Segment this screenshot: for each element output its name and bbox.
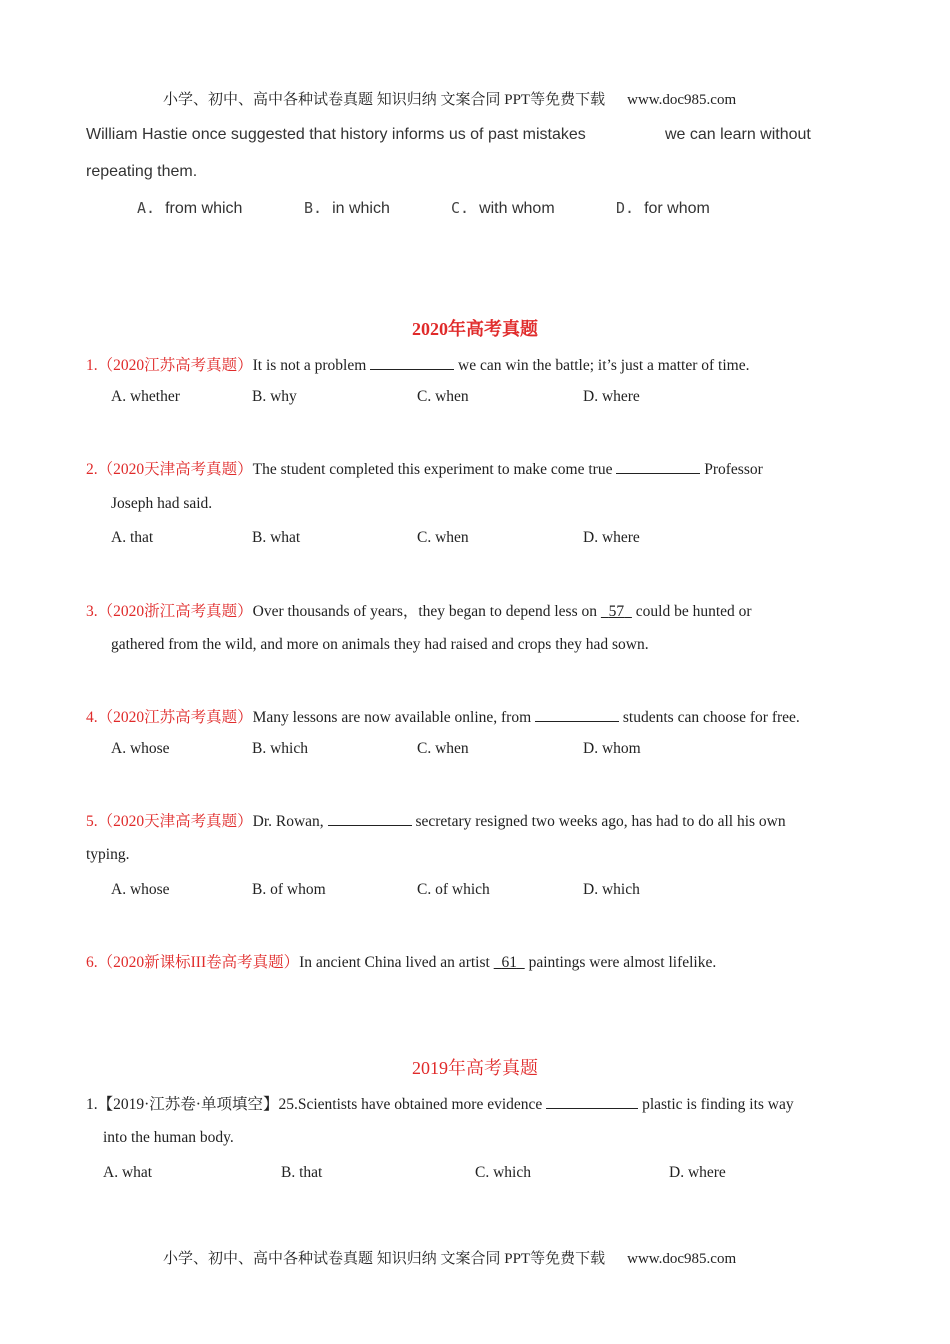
q7-option-d: D. where: [669, 1164, 726, 1181]
question-source: 【2019·江苏卷·单项填空】: [97, 1096, 279, 1113]
answer-blank: [616, 458, 700, 474]
question-text-pre: It is not a problem: [252, 357, 367, 374]
q4-option-b: B. which: [252, 740, 308, 757]
question-4: [86, 705, 800, 727]
question-source: （2020天津高考真题）: [97, 813, 253, 830]
intro-line-1b: we can learn without: [665, 126, 811, 143]
q4-option-c: C. when: [417, 740, 469, 757]
blank-number: [601, 603, 632, 620]
question-3: [86, 599, 752, 621]
q2-option-c: C. when: [417, 529, 469, 546]
question-number: 1.: [86, 1096, 98, 1113]
q1-option-a: A. whether: [111, 388, 180, 405]
question-5: [86, 809, 786, 831]
question-text-pre: The student completed this experiment to make come true: [252, 461, 613, 478]
q2-option-d: D. where: [583, 529, 640, 546]
question-number: 5.: [86, 813, 98, 830]
question-text-pre: 25.Scientists have obtained more evidence: [278, 1096, 543, 1113]
option-text: with whom: [479, 200, 555, 217]
footer-url: www.doc985.com: [627, 1251, 737, 1267]
q7-option-a: A. what: [103, 1164, 153, 1181]
q5-option-c: C. of which: [417, 881, 490, 898]
option-text: in which: [332, 200, 390, 217]
question-1: [86, 353, 749, 375]
q1-option-c: C. when: [417, 388, 469, 405]
blank-label: 61: [501, 954, 517, 971]
answer-blank: [535, 706, 619, 722]
q2-option-b: B. what: [252, 529, 301, 546]
q2-option-a: A. that: [111, 529, 154, 546]
question-text-post: paintings were almost lifelike.: [528, 954, 717, 971]
q7-option-b: B. that: [281, 1164, 323, 1181]
question-text-post: secretary resigned two weeks ago, has had to do all his own: [415, 813, 786, 830]
question-source: （2020浙江高考真题）: [97, 603, 253, 620]
q5-option-b: B. of whom: [252, 881, 326, 898]
question-source: （2020江苏高考真题）: [97, 709, 253, 726]
question-text-pre: Over thousands of years，they began to depend less on: [252, 603, 598, 620]
intro-line-2: repeating them.: [86, 163, 198, 180]
answer-blank: [546, 1093, 638, 1109]
option-letter: C.: [451, 199, 470, 217]
intro-option-a: [137, 199, 242, 218]
header-url: www.doc985.com: [627, 92, 737, 108]
header-text: 小学、初中、高中各种试卷真题 知识归纳 文案合同 PPT等免费下载: [163, 92, 606, 108]
q7-option-c: C. which: [475, 1164, 531, 1181]
question-number: 6.: [86, 954, 98, 971]
option-letter: B.: [304, 199, 323, 217]
intro-option-d: [616, 199, 710, 218]
option-letter: D.: [616, 199, 635, 217]
question-text-post: students can choose for free.: [622, 709, 800, 726]
question-number: 1.: [86, 357, 98, 374]
question-source: （2020江苏高考真题）: [97, 357, 253, 374]
question-text-pre: Dr. Rowan,: [252, 813, 324, 830]
q1-option-b: B. why: [252, 388, 297, 405]
question-text-post: Professor: [704, 461, 763, 478]
question-text-post: we can win the battle; it’s just a matter of time.: [458, 357, 750, 374]
question-text-post: could be hunted or: [635, 603, 752, 620]
q4-option-d: D. whom: [583, 740, 641, 757]
intro-option-b: [304, 199, 390, 218]
footer-text: 小学、初中、高中各种试卷真题 知识归纳 文案合同 PPT等免费下载: [163, 1251, 606, 1267]
question-text-pre: Many lessons are now available online, from: [252, 709, 532, 726]
question-source: （2020天津高考真题）: [97, 461, 253, 478]
option-text: for whom: [644, 200, 710, 217]
q5-line-2: typing.: [86, 846, 130, 863]
question-number: 3.: [86, 603, 98, 620]
question-text-post: plastic is finding its way: [642, 1096, 794, 1113]
q5-option-a: A. whose: [111, 881, 170, 898]
question-number: 4.: [86, 709, 98, 726]
answer-blank: [328, 810, 412, 826]
question-2019-1: [86, 1092, 794, 1114]
q4-option-a: A. whose: [111, 740, 170, 757]
section-title-2020: 2020年高考真题: [412, 319, 538, 339]
question-6: [86, 950, 716, 972]
question-text-pre: In ancient China lived an artist: [299, 954, 490, 971]
question-number: 2.: [86, 461, 98, 478]
intro-option-c: [451, 199, 555, 218]
option-letter: A.: [137, 199, 156, 217]
question-2: [86, 457, 763, 479]
question-source: （2020新课标III卷高考真题）: [97, 954, 300, 971]
blank-label: 57: [608, 603, 625, 620]
section-title-2019: 2019年高考真题: [412, 1058, 538, 1078]
q7-line-2: into the human body.: [103, 1129, 234, 1146]
page-footer: [163, 1247, 736, 1268]
blank-number: [494, 954, 525, 971]
page-header: [163, 88, 736, 109]
intro-line-1a: William Hastie once suggested that history informs us of past mistakes: [86, 126, 586, 143]
option-text: from which: [165, 200, 243, 217]
q2-line-2: Joseph had said.: [111, 495, 213, 512]
q1-option-d: D. where: [583, 388, 640, 405]
q5-option-d: D. which: [583, 881, 640, 898]
q3-line-2: gathered from the wild, and more on animals they had raised and crops they had sown.: [111, 636, 649, 653]
answer-blank: [370, 354, 454, 370]
